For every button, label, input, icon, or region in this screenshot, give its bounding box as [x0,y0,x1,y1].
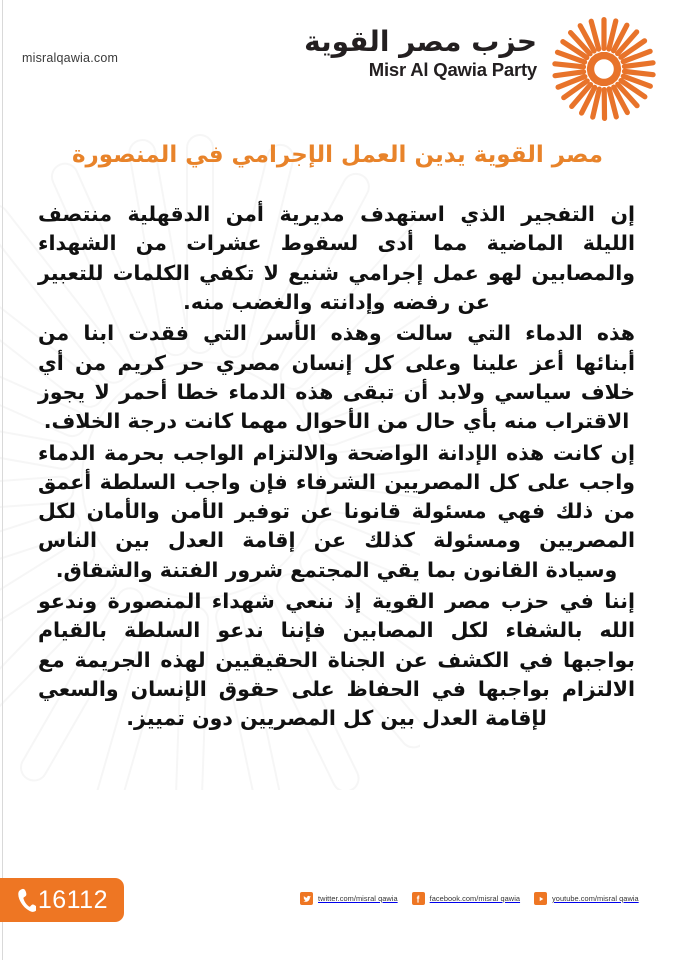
statement-paragraph: إن التفجير الذي استهدف مديرية أمن الدقهلية منتصف الليلة الماضية مما أدى لسقوط عشرات من الشهداء والمصابين لهو عمل إجرامي شنيع لا تكفي الكلمات للتعبير عن رفضه وإدانته والغضب منه. [38,202,635,314]
statement-title: مصر القوية يدين العمل الإجرامي في المنصورة [71,142,604,168]
statement-paragraph: إن كانت هذه الإدانة الواضحة والالتزام الواجب بحرمة الدماء واجب على كل المصريين الشرفاء فإن واجب السلطة أعمق من ذلك فهي مسئولة قانونا عن توفير الأمن والأمان لكل المصريين ومسئولة كذلك عن إقامة العدل بين الناس وسيادة القانون بما يقي المجتمع شرور الفتنة والشقاق. [38,440,635,582]
sunburst-logo-icon [543,14,665,124]
social-link-youtube[interactable] [534,892,639,905]
brand-name-english: Misr Al Qawia Party [368,59,537,81]
social-link-facebook[interactable] [412,892,520,905]
social-link-label: youtube.com/misral qawia [552,894,639,903]
youtube-icon [534,892,547,905]
site-url-label: misralqawia.com [22,51,119,65]
social-links [300,892,639,905]
statement-paragraph: إننا في حزب مصر القوية إذ ننعي شهداء المنصورة وندعو الله بالشفاء لكل المصابين فإننا ندعو السلطة بالقيام بواجبها في الكشف عن الجناة الحقيقيين لهذه الجريمة مع الالتزام بواجبها في الحفاظ على حقوق الإنسان والسعي لإقامة العدل بين كل المصريين دون تمييز. [38,589,635,731]
social-link-twitter[interactable] [300,892,398,905]
facebook-icon [412,892,425,905]
hotline-number: 16112 [37,885,108,914]
statement-body [0,200,679,736]
statement-paragraph: هذه الدماء التي سالت وهذه الأسر التي فقدت ابنا من أبنائها أعز علينا وعلى كل إنسان مصري حر كريم من أي خلاف سياسي ولابد أن تبقى هذه الدماء خطا أحمر لا يجوز الاقتراب منه بأي حال من الأحوال مهما كانت درجة الخلاف. [38,321,635,434]
social-link-label: twitter.com/misral qawia [318,894,398,903]
phone-icon [17,888,36,913]
page-footer [0,876,679,960]
brand-wordmark [304,25,537,81]
social-link-label: facebook.com/misral qawia [429,894,521,903]
twitter-icon [300,892,313,905]
page-header [0,0,679,122]
hotline-button[interactable] [0,878,124,922]
brand-name-arabic: حزب مصر القوية [304,25,537,58]
